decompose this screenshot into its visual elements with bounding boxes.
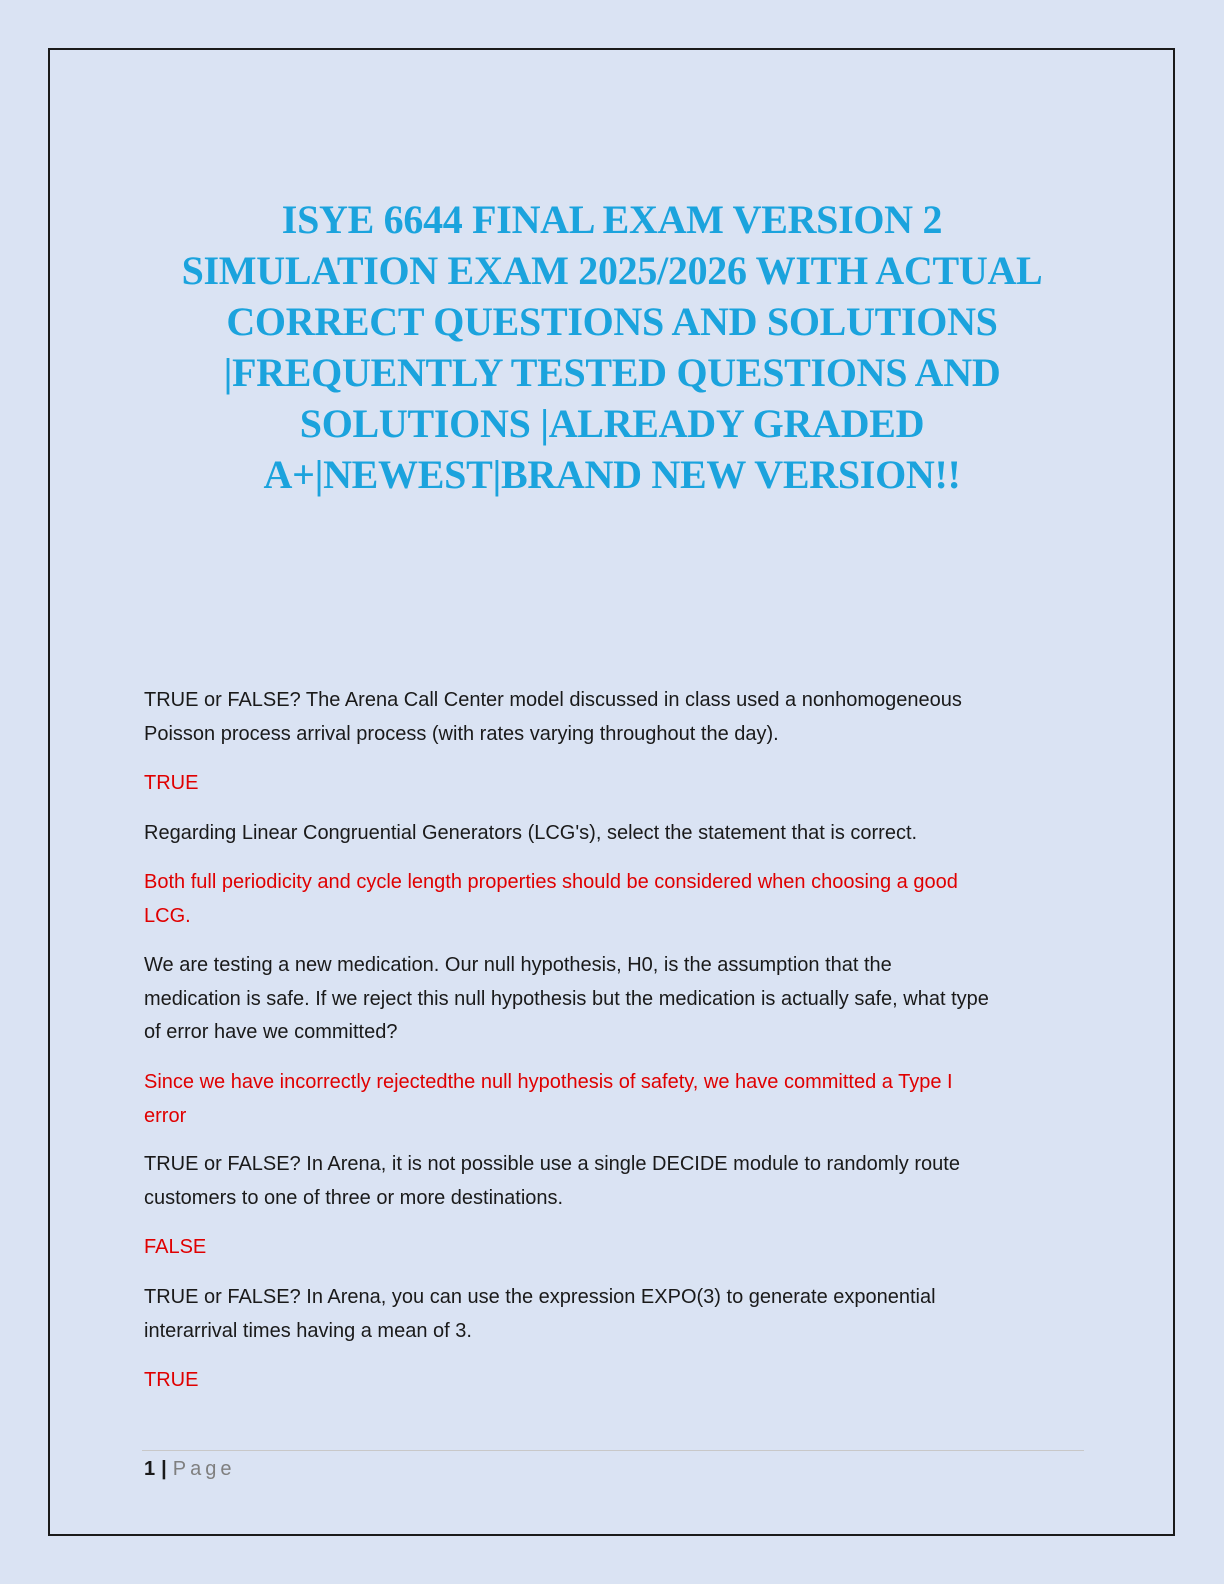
title-line: A+|NEWEST|BRAND NEW VERSION!! [263, 452, 961, 497]
question-4 [144, 1148, 1084, 1215]
answer-4 [144, 1231, 1084, 1265]
question-text: TRUE or FALSE? In Arena, you can use the expression EXPO(3) to generate exponential [144, 1286, 936, 1308]
footer-divider [142, 1450, 1084, 1451]
question-text: Poisson process arrival process (with rates varying throughout the day). [144, 722, 779, 745]
answer-text: Both full periodicity and cycle length properties should be considered when choosing a good [144, 871, 958, 893]
question-text: We are testing a new medication. Our null hypothesis, H0, is the assumption that the [144, 954, 892, 976]
title-line: |FREQUENTLY TESTED QUESTIONS AND [223, 350, 1001, 395]
answer-text: error [144, 1104, 187, 1127]
answer-1 [144, 767, 1084, 801]
answer-2 [144, 866, 1084, 933]
question-text: of error have we committed? [144, 1021, 398, 1043]
answer-text: TRUE [144, 772, 199, 794]
answer-text: Since we have incorrectly rejectedthe null hypothesis of safety, we have committed a Type I [144, 1071, 953, 1093]
question-3 [144, 949, 1084, 1050]
title-line: SOLUTIONS |ALREADY GRADED [299, 401, 925, 446]
page-footer [144, 1455, 235, 1483]
answer-3 [144, 1066, 1084, 1133]
answer-text: TRUE [144, 1369, 199, 1391]
document-title [100, 194, 1124, 500]
question-2 [144, 817, 1084, 851]
answer-5 [144, 1364, 1084, 1398]
question-text: interarrival times having a mean of 3. [144, 1319, 472, 1342]
page-number: 1 [144, 1458, 156, 1480]
title-line: SIMULATION EXAM 2025/2026 WITH ACTUAL [181, 248, 1043, 293]
title-line: CORRECT QUESTIONS AND SOLUTIONS [226, 299, 998, 344]
question-text: customers to one of three or more destinations. [144, 1186, 564, 1209]
question-text: medication is safe. If we reject this null hypothesis but the medication is actually safe, what type [144, 987, 989, 1010]
question-text: Regarding Linear Congruential Generators (LCG's), select the statement that is correct. [144, 822, 918, 844]
title-line: ISYE 6644 FINAL EXAM VERSION 2 [281, 197, 943, 242]
question-text: TRUE or FALSE? In Arena, it is not possible use a single DECIDE module to randomly route [144, 1153, 960, 1175]
question-5 [144, 1281, 1084, 1348]
question-text: TRUE or FALSE? The Arena Call Center model discussed in class used a nonhomogeneous [144, 689, 962, 711]
answer-text: LCG. [144, 904, 191, 927]
answer-text: FALSE [144, 1236, 207, 1258]
page-label: Page [172, 1458, 236, 1480]
footer-separator: | [161, 1458, 167, 1480]
question-1 [144, 684, 1084, 751]
